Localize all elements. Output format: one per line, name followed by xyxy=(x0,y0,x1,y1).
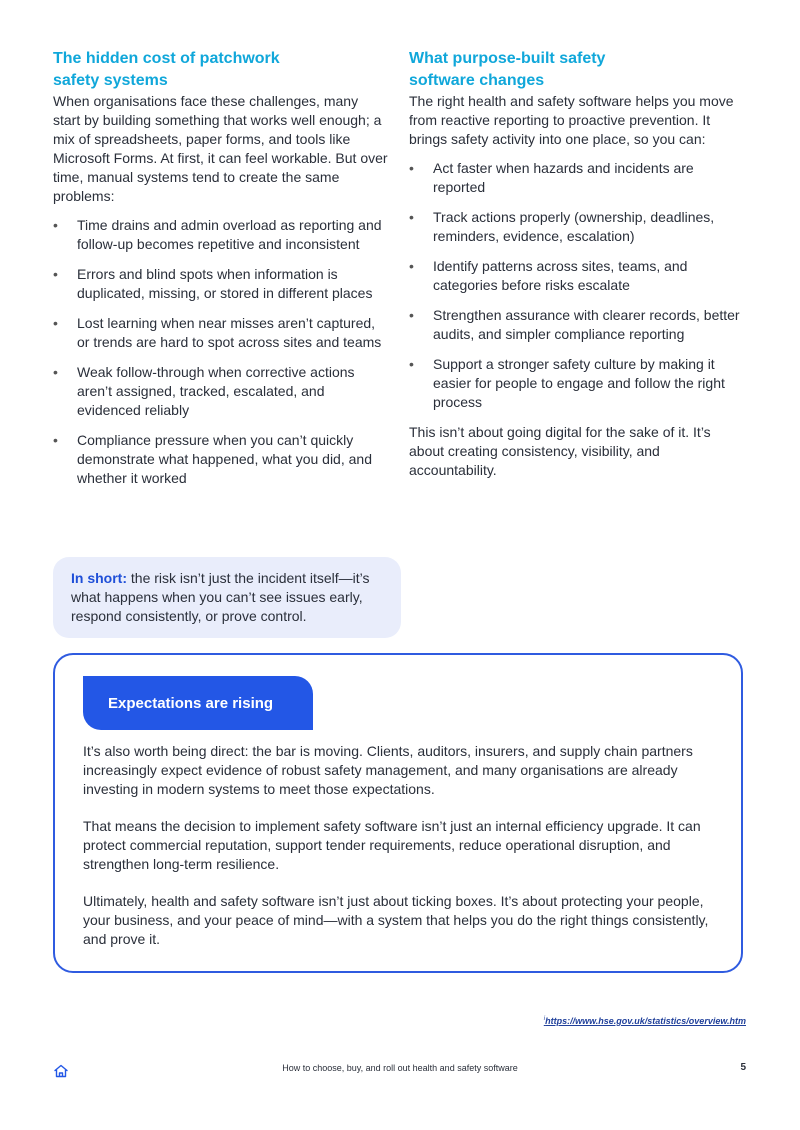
footnote-marker: i xyxy=(543,1016,546,1022)
right-bullet-list xyxy=(409,159,749,412)
list-item: • Compliance pressure when you can’t quickly demonstrate what happened, what you did, and whether it worked xyxy=(53,432,372,486)
bullet-dot: • xyxy=(53,315,58,331)
left-column xyxy=(53,48,388,499)
bullet-dot: • xyxy=(409,209,414,225)
right-closing: This isn’t about going digital for the sake of it. It’s about creating consistency, visibility, and accountability. xyxy=(409,424,711,478)
page-number: 5 xyxy=(740,1062,746,1073)
in-short-text: the risk isn’t just the incident itself—it’s what happens when you can’t see issues early, respond consistently, or prove control. xyxy=(71,570,370,624)
footnote xyxy=(544,1016,746,1026)
list-item: • Track actions properly (ownership, deadlines, reminders, evidence, escalation) xyxy=(409,209,715,244)
left-heading-line-1: The hidden cost of patchwork xyxy=(53,50,280,67)
expectations-paragraph: That means the decision to implement safety software isn’t just an internal efficiency upgrade. It can protect commercial reputation, support tender requirements, reduce operational disruption, and strengthen long-term resilience. xyxy=(83,818,701,872)
footer-title: How to choose, buy, and roll out health and safety software xyxy=(282,1063,518,1073)
footnote-link[interactable]: https://www.hse.gov.uk/statistics/overview.htm xyxy=(545,1016,746,1026)
list-item: • Time drains and admin overload as reporting and follow-up becomes repetitive and inconsistent xyxy=(53,217,382,252)
list-item: • Identify patterns across sites, teams, and categories before risks escalate xyxy=(409,258,688,293)
list-item: • Lost learning when near misses aren’t captured, or trends are hard to spot across sites and teams xyxy=(53,315,382,350)
list-item: • Weak follow-through when corrective actions aren’t assigned, tracked, escalated, and evidenced reliably xyxy=(53,364,355,418)
expectations-badge: Expectations are rising xyxy=(83,676,313,730)
expectations-text xyxy=(83,742,723,967)
left-heading xyxy=(53,48,388,92)
list-item: • Act faster when hazards and incidents are reported xyxy=(409,160,694,195)
bullet-dot: • xyxy=(53,217,58,233)
in-short-callout xyxy=(53,557,401,638)
right-heading-line-1: What purpose-built safety xyxy=(409,50,606,67)
bullet-dot: • xyxy=(409,307,414,323)
right-column xyxy=(409,48,749,480)
in-short-lead: In short: xyxy=(71,570,127,586)
bullet-dot: • xyxy=(409,356,414,372)
right-heading-line-2: software changes xyxy=(409,72,545,89)
bullet-dot: • xyxy=(409,160,414,176)
list-item: • Strengthen assurance with clearer records, better audits, and simpler compliance reporting xyxy=(409,307,740,342)
expectations-paragraph: It’s also worth being direct: the bar is moving. Clients, auditors, insurers, and supply chain partners increasingly expect evidence of robust safety management, and many organisations are already investing in modern systems to meet those expectations. xyxy=(83,743,693,797)
left-bullet-list xyxy=(53,216,388,488)
expectations-paragraph: Ultimately, health and safety software isn’t just about ticking boxes. It’s about protecting your people, your business, and your peace of mind—with a system that helps you do the right things consistently, and prove it. xyxy=(83,893,709,947)
left-heading-line-2: safety systems xyxy=(53,72,168,89)
right-heading xyxy=(409,48,749,92)
left-intro: When organisations face these challenges, many start by building something that works well enough; a mix of spreadsheets, paper forms, and tools like Microsoft Forms. At first, it can feel workable. But over time, manual systems tend to create the same problems: xyxy=(53,93,388,204)
bullet-dot: • xyxy=(53,432,58,448)
bullet-dot: • xyxy=(53,266,58,282)
bullet-dot: • xyxy=(53,364,58,380)
list-item: • Support a stronger safety culture by making it easier for people to engage and follow the right process xyxy=(409,356,725,410)
list-item: • Errors and blind spots when information is duplicated, missing, or stored in different places xyxy=(53,266,373,301)
bullet-dot: • xyxy=(409,258,414,274)
expectations-box xyxy=(53,653,743,973)
right-intro: The right health and safety software helps you move from reactive reporting to proactive prevention. It brings safety activity into one place, so you can: xyxy=(409,93,734,147)
